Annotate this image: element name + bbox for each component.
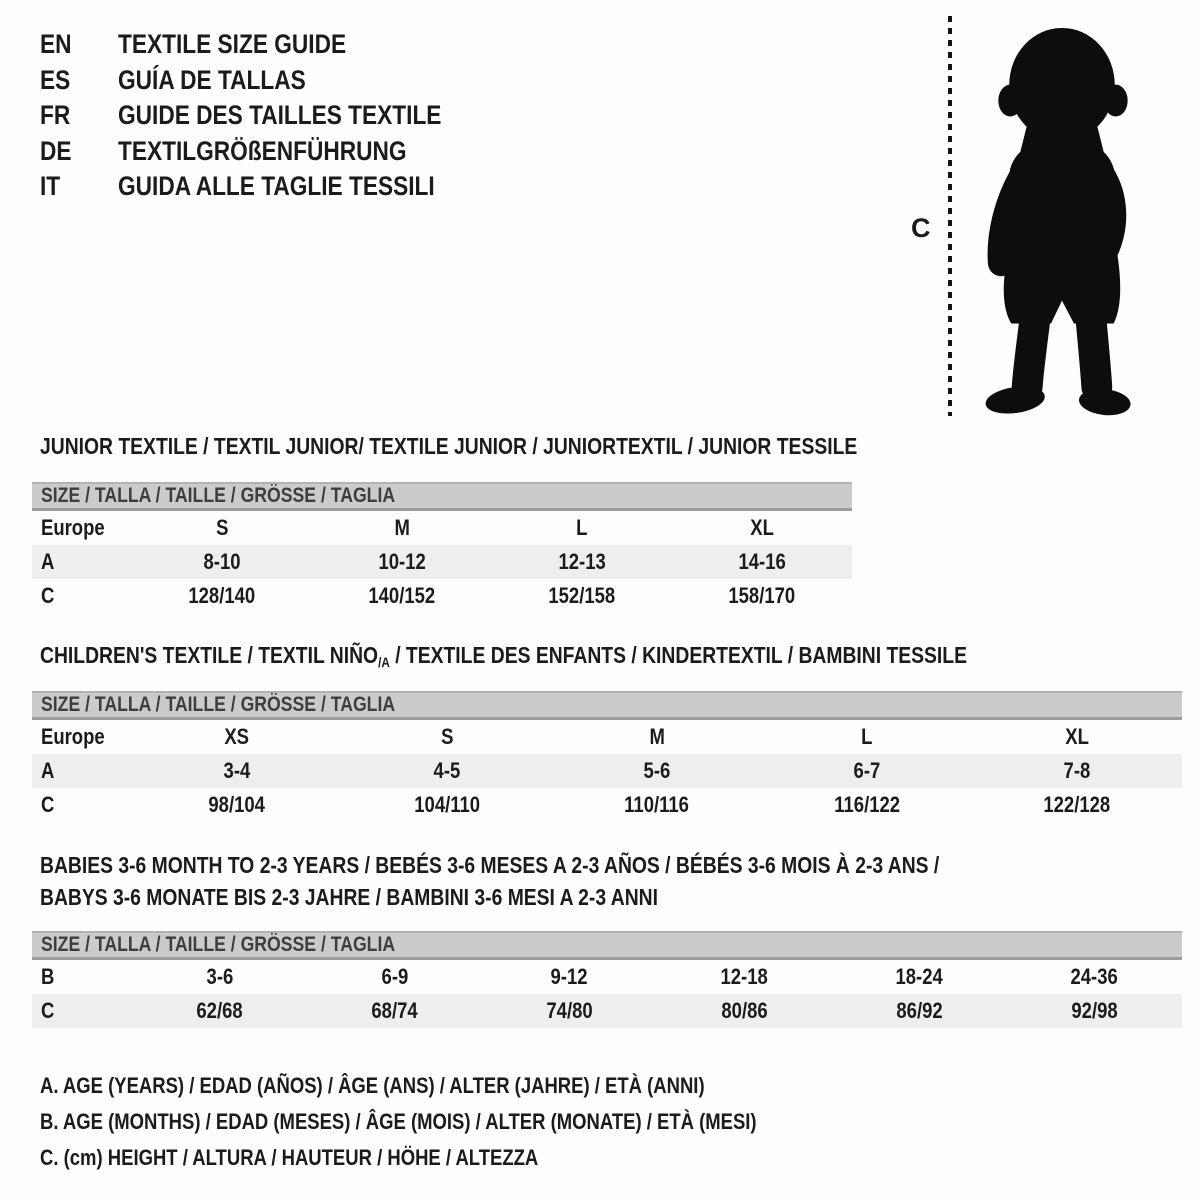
language-row-de — [40, 134, 503, 170]
language-code: ES — [40, 64, 71, 95]
size-cell: 152/158 — [548, 583, 616, 608]
note-age-years: A. AGE (YEARS) / EDAD (AÑOS) / ÂGE (ANS) / ALTER (JAHRE) / ETÀ (ANNI) — [40, 1073, 705, 1098]
guide-title-it: GUIDA ALLE TAGLIE TESSILI — [118, 171, 435, 202]
language-code: DE — [40, 135, 72, 166]
table-row-age — [32, 754, 1182, 788]
children-section-title: CHILDREN'S TEXTILE / TEXTIL $NIÑO_{/A}$ / TEXTILE DES ENFANTS / KINDERTEXTIL / BAMBINI TESSILE — [40, 642, 967, 670]
size-cell: 122/128 — [1043, 792, 1111, 817]
size-cell: 92/98 — [1071, 998, 1118, 1023]
size-cell: 86/92 — [896, 998, 943, 1023]
size-cell: S — [215, 515, 229, 540]
size-cell: 24-36 — [1070, 964, 1119, 989]
size-cell: 18-24 — [895, 964, 944, 989]
row-label: C — [41, 998, 55, 1023]
guide-title-es: GUÍA DE TALLAS — [118, 64, 306, 95]
children-size-table — [32, 691, 1182, 822]
babies-size-table — [32, 931, 1182, 1028]
size-cell: 9-12 — [550, 964, 588, 989]
size-cell: 3-4 — [223, 758, 251, 783]
babies-section-title: BABIES 3-6 MONTH TO 2-3 YEARS / BEBÉS 3-6 MESES A 2-3 AÑOS / BÉBÉS 3-6 MOIS À 2-3 ANS / BABYS 3-6 MONATE BIS 2-3 JAHRE / BAMBINI 3-6 MESI A 2-3 ANNI — [40, 852, 940, 910]
language-code: IT — [40, 171, 61, 202]
size-cell: 7-8 — [1063, 758, 1091, 783]
note-height-cm: C. (cm) HEIGHT / ALTURA / HAUTEUR / HÖHE / ALTEZZA — [40, 1145, 539, 1170]
size-cell: M — [649, 724, 665, 749]
size-cell: 140/152 — [368, 583, 436, 608]
language-row-it — [40, 169, 503, 205]
size-cell: 98/104 — [208, 792, 266, 817]
row-label: C — [41, 792, 55, 817]
height-measure-label: C — [911, 213, 931, 243]
size-cell: 104/110 — [414, 792, 480, 817]
language-row-fr — [40, 98, 503, 134]
size-cell: 116/122 — [834, 792, 900, 817]
junior-table-header-bar: SIZE / TALLA / TAILLE / GRÖSSE / TAGLIA — [32, 482, 852, 511]
size-cell: 12-18 — [720, 964, 769, 989]
size-cell: M — [394, 515, 410, 540]
size-cell: 4-5 — [433, 758, 461, 783]
babies-table-header-bar: SIZE / TALLA / TAILLE / GRÖSSE / TAGLIA — [32, 931, 1182, 960]
table-row-europe — [32, 511, 852, 545]
size-cell: 8-10 — [203, 549, 241, 574]
size-cell: L — [576, 515, 588, 540]
size-cell: 12-13 — [558, 549, 606, 574]
size-cell: 62/68 — [196, 998, 243, 1023]
size-cell: 80/86 — [721, 998, 768, 1023]
note-age-months: B. AGE (MONTHS) / EDAD (MESES) / ÂGE (MOIS) / ALTER (MONATE) / ETÀ (MESI) — [40, 1109, 757, 1134]
size-cell: S — [440, 724, 454, 749]
size-cell: 128/140 — [188, 583, 256, 608]
size-cell: 74/80 — [546, 998, 593, 1023]
size-cell: 10-12 — [378, 549, 426, 574]
guide-title-fr: GUIDE DES TAILLES TEXTILE — [118, 100, 442, 131]
row-label: B — [41, 964, 55, 989]
legend-notes — [40, 1068, 893, 1176]
table-row-europe — [32, 720, 1182, 754]
table-row-age — [32, 545, 852, 579]
height-dashed-line — [948, 16, 952, 416]
size-cell: 3-6 — [206, 964, 233, 989]
size-cell: 68/74 — [371, 998, 418, 1023]
size-cell: XL — [750, 515, 774, 540]
size-cell: L — [861, 724, 873, 749]
row-label: Europe — [41, 724, 105, 749]
size-cell: XL — [1065, 724, 1089, 749]
size-cell: 14-16 — [738, 549, 786, 574]
language-title-list — [40, 27, 503, 205]
size-cell: 6-7 — [853, 758, 881, 783]
table-row-height — [32, 788, 1182, 822]
toddler-silhouette-icon — [963, 21, 1157, 419]
size-cell: XS — [224, 724, 250, 749]
size-cell: 5-6 — [643, 758, 671, 783]
size-cell: 6-9 — [381, 964, 408, 989]
table-row-height — [32, 994, 1182, 1028]
language-row-es — [40, 63, 503, 99]
language-code: FR — [40, 100, 71, 131]
size-cell: 158/170 — [728, 583, 796, 608]
junior-section-title: JUNIOR TEXTILE / TEXTIL JUNIOR/ TEXTILE JUNIOR / JUNIORTEXTIL / JUNIOR TESSILE — [40, 433, 858, 459]
row-label: Europe — [41, 515, 105, 540]
size-cell: 110/116 — [624, 792, 690, 817]
row-label: A — [41, 758, 55, 783]
guide-title-de: TEXTILGRÖßENFÜHRUNG — [118, 135, 407, 166]
language-code: EN — [40, 29, 72, 60]
children-table-header-bar: SIZE / TALLA / TAILLE / GRÖSSE / TAGLIA — [32, 691, 1182, 720]
row-label: A — [41, 549, 55, 574]
nino-a-subscript: /A — [378, 654, 390, 670]
junior-size-table — [32, 482, 852, 613]
guide-title-en: TEXTILE SIZE GUIDE — [118, 29, 347, 60]
table-row-months — [32, 960, 1182, 994]
table-row-height — [32, 579, 852, 613]
language-row-en — [40, 27, 503, 63]
row-label: C — [41, 583, 55, 608]
